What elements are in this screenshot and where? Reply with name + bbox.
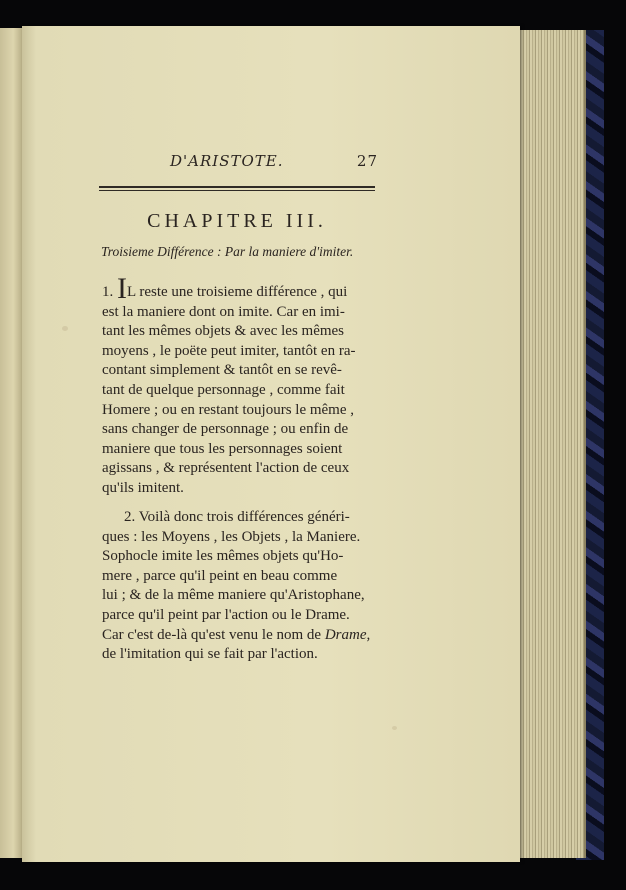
paragraph-line: ques : les Moyens , les Objets , la Maniere. [102,528,361,545]
paragraph-line: parce qu'il peint par l'action ou le Drame. [102,606,350,623]
paragraph-2 [102,508,380,665]
paragraph-line: agissans , & représentent l'action de ceux [102,460,350,477]
paragraph-line: Car c'est de-là qu'est venu le nom de Drame, [102,626,371,643]
paragraph-line: maniere que tous les personnages soient [102,440,343,457]
paragraph-line: 1. IL reste une troisieme différence , qui [102,272,348,305]
paragraph-line: tant les mêmes objets & avec les mêmes [102,323,345,340]
chapter-title: CHAPITRE III. [147,210,327,232]
paragraph-number: 1. [102,284,114,300]
paragraph-number: 2. [124,509,136,525]
paragraph-line: contant simplement & tantôt en se revê- [102,362,342,379]
emphasis-drame: Drame, [324,626,371,643]
paragraph-line: est la maniere dont on imite. Car en imi- [102,303,345,320]
foxing-spot [392,726,397,730]
paragraph-line: de l'imitation qui se fait par l'action. [102,646,318,663]
paragraph-line: tant de quelque personnage , comme fait [102,381,345,398]
page-block-edges [518,30,586,858]
header-rule [99,186,375,191]
paragraph-line: Homere ; ou en restant toujours le même , [102,401,355,418]
paragraph-line: Sophocle imite les mêmes objets qu'Ho- [102,548,344,565]
paragraph-line: 2. Voilà donc trois différences généri- [124,509,350,525]
drop-cap: I [117,272,127,305]
foxing-spot [62,326,68,331]
running-head [170,152,378,170]
chapter-subtitle: Troisieme Différence : Par la maniere d'imiter. [101,244,354,259]
paragraph-line: sans changer de personnage ; ou enfin de [102,421,349,438]
paragraph-line: qu'ils imitent. [102,479,184,496]
facing-page-edge [0,28,23,858]
paragraph-line: moyens , le poëte peut imiter, tantôt en ra- [102,342,356,359]
page-number: 27 [356,152,378,170]
running-title: D'ARISTOTE. [170,152,284,170]
paragraph-1 [102,272,380,499]
paragraph-line: lui ; & de la même maniere qu'Aristophane, [102,587,365,604]
paragraph-line: mere , parce qu'il peint en beau comme [102,567,338,584]
